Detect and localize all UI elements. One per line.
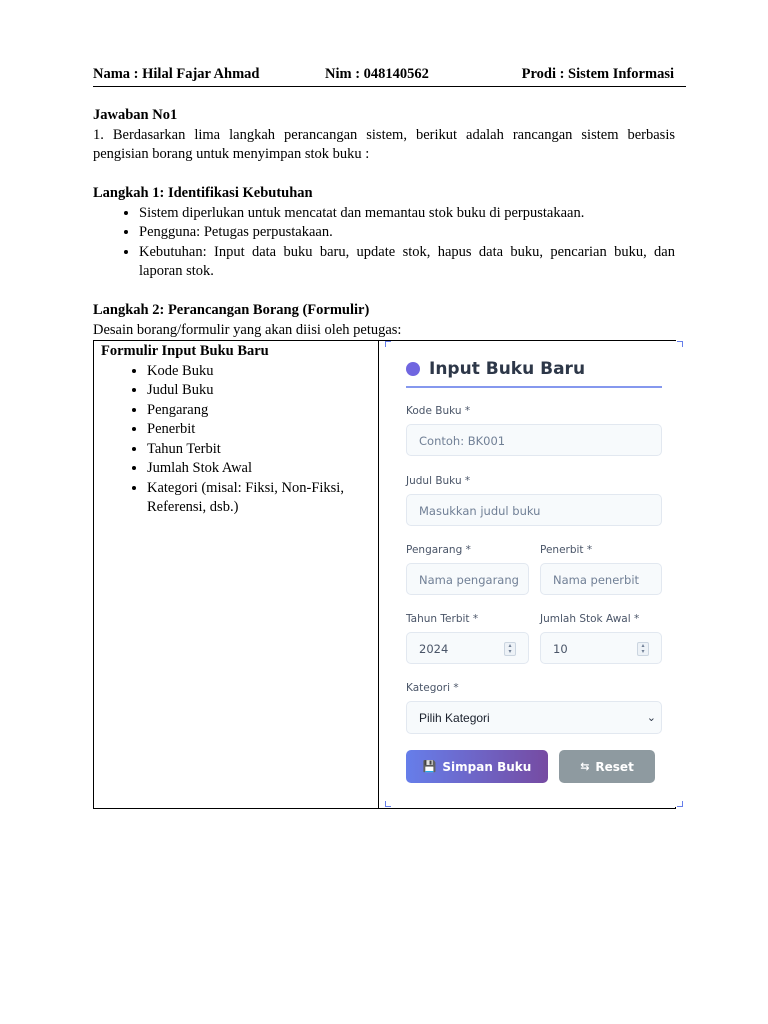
tahun-terbit-input[interactable] xyxy=(406,632,529,664)
floppy-disk-icon: 💾 xyxy=(422,760,437,773)
form-title-text: Input Buku Baru xyxy=(429,359,586,379)
list-item: • Jumlah Stok Awal xyxy=(147,459,372,479)
form-preview-cell xyxy=(379,341,676,809)
field-list-cell xyxy=(94,341,379,809)
list-item: • Tahun Terbit xyxy=(147,440,372,460)
form-design-table xyxy=(93,340,676,809)
kategori-select[interactable] xyxy=(406,701,662,734)
spinner-icon[interactable]: ▴ ▾ xyxy=(504,642,516,656)
penerbit-input[interactable]: Nama penerbit xyxy=(540,563,662,595)
corner-decoration xyxy=(385,801,391,807)
list-item: • Kebutuhan: Input data buku baru, update stok, hapus data buku, pencarian buku, dan laporan stok. xyxy=(139,243,675,282)
reset-button-label: Reset xyxy=(595,759,634,774)
pengarang-label: Pengarang * xyxy=(406,544,471,556)
circle-icon xyxy=(406,362,420,376)
list-item: • Kategori (misal: Fiksi, Non-Fiksi, Referensi, dsb.) xyxy=(147,479,372,518)
stok-awal-input[interactable] xyxy=(540,632,662,664)
title-underline xyxy=(406,386,662,388)
reset-button[interactable] xyxy=(559,750,655,783)
tahun-terbit-value: 2024 xyxy=(419,642,449,656)
list-item: • Penerbit xyxy=(147,420,372,440)
step2-description: Desain borang/formulir yang akan diisi oleh petugas: xyxy=(93,321,402,338)
stok-awal-label: Jumlah Stok Awal * xyxy=(540,613,640,625)
form-title xyxy=(406,359,585,379)
step2-title: Langkah 2: Perancangan Borang (Formulir) xyxy=(93,302,370,318)
list-item: • Pengguna: Petugas perpustakaan. xyxy=(139,223,675,243)
save-button[interactable] xyxy=(406,750,548,783)
spinner-icon[interactable]: ▴ ▾ xyxy=(637,642,649,656)
form-card xyxy=(385,341,683,807)
student-nim: Nim : 048140562 xyxy=(325,66,429,82)
intro-paragraph: 1. Berdasarkan lima langkah perancangan sistem, berikut adalah rancangan sistem berbasis pengisian borang untuk menyimpan stok buku : xyxy=(93,126,675,162)
kategori-selected-value: Pilih Kategori xyxy=(419,711,490,725)
student-name: Nama : Hilal Fajar Ahmad xyxy=(93,66,260,82)
judul-buku-label: Judul Buku * xyxy=(406,475,471,487)
save-button-label: Simpan Buku xyxy=(442,759,532,774)
page-header xyxy=(93,64,686,87)
corner-decoration xyxy=(385,341,391,347)
kode-buku-input[interactable]: Contoh: BK001 xyxy=(406,424,662,456)
form-fields-list xyxy=(101,362,372,518)
corner-decoration xyxy=(677,801,683,807)
list-item: • Sistem diperlukan untuk mencatat dan memantau stok buku di perpustakaan. xyxy=(139,204,675,224)
list-item: • Kode Buku xyxy=(147,362,372,382)
tahun-terbit-label: Tahun Terbit * xyxy=(406,613,479,625)
judul-buku-input[interactable]: Masukkan judul buku xyxy=(406,494,662,526)
corner-decoration xyxy=(677,341,683,347)
kategori-label: Kategori * xyxy=(406,682,459,694)
list-item: • Pengarang xyxy=(147,401,372,421)
penerbit-label: Penerbit * xyxy=(540,544,593,556)
pengarang-input[interactable]: Nama pengarang xyxy=(406,563,529,595)
document-body xyxy=(93,106,675,340)
answer-title: Jawaban No1 xyxy=(93,107,178,123)
form-fields-title: Formulir Input Buku Baru xyxy=(101,343,269,359)
step1-title: Langkah 1: Identifikasi Kebutuhan xyxy=(93,185,313,201)
list-item: • Judul Buku xyxy=(147,381,372,401)
kode-buku-label: Kode Buku * xyxy=(406,405,471,417)
reset-arrow-icon: ⇆ xyxy=(580,760,590,773)
stok-awal-value: 10 xyxy=(553,642,568,656)
chevron-down-icon: ⌄ xyxy=(646,712,656,724)
study-program: Prodi : Sistem Informasi xyxy=(521,66,674,82)
step1-list xyxy=(93,204,675,282)
